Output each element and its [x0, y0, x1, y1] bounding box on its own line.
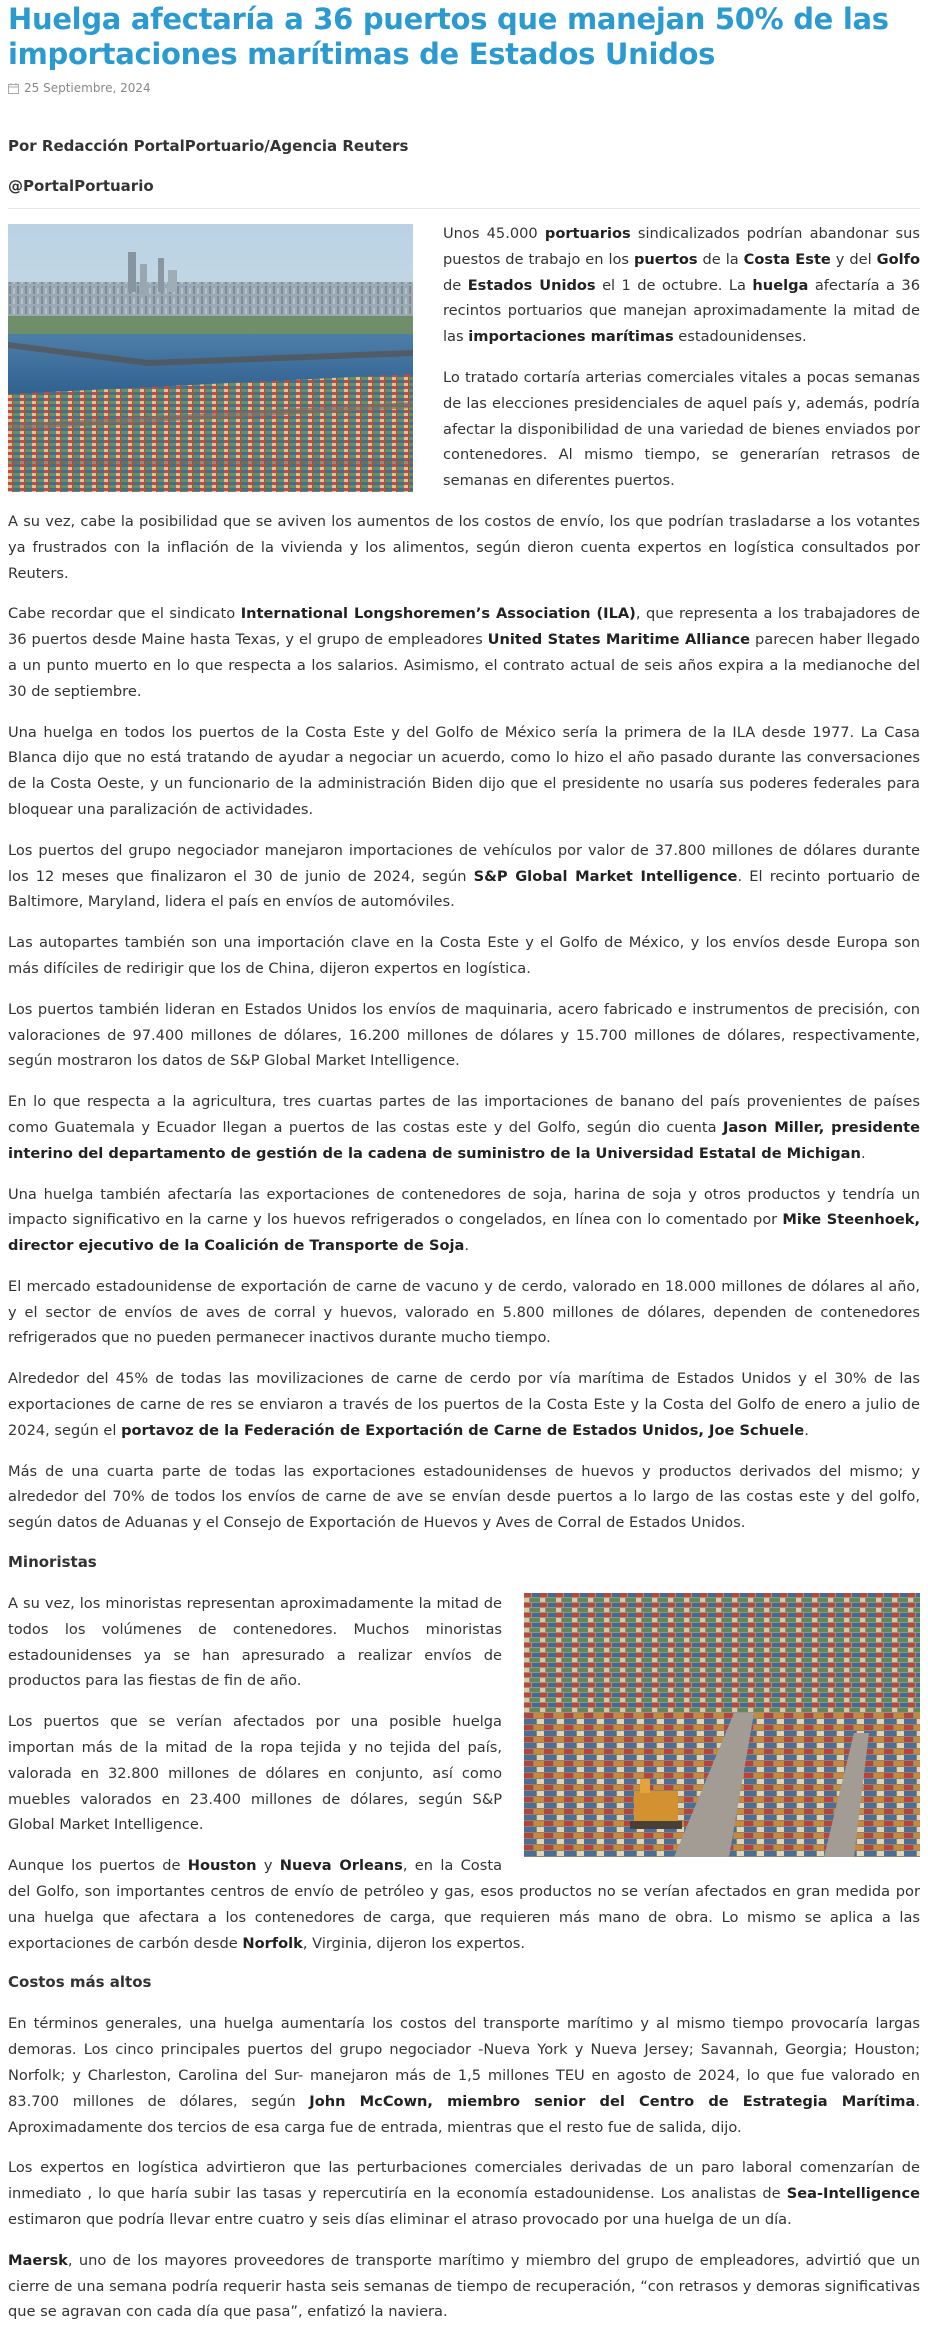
paragraph-5: Una huelga en todos los puertos de la Costa Este y del Golfo de México sería la primera de la ILA desde 1977. La Casa Blanca dijo que no está tratando de ayudar a negociar un acuerdo, como lo hizo el año pasado durante las conversaciones de la Costa Oeste, y un funcionario de la administración Biden dijo que el presidente no usaría sus poderes federales para bloquear una paralización de actividades.: [8, 723, 920, 818]
article-title: Huelga afectaría a 36 puertos que manejan 50% de las importaciones marítimas de Estados Unidos: [8, 2, 889, 71]
paragraph-3: A su vez, cabe la posibilidad que se aviven los aumentos de los costos de envío, los que podrían trasladarse a los votantes ya frustrados con la inflación de la vivienda y los alimentos, según dieron cuenta expertos en logística consultados por Reuters.: [8, 512, 920, 582]
paragraph-11: El mercado estadounidense de exportación de carne de vacuno y de cerdo, valorado en 18.000 millones de dólares al año, y el sector de envíos de aves de corral y huevos, valorado en 5.800 millones de dólares, dependen de contenedores refrigerados que no pueden permanecer inactivos durante mucho tiempo.: [8, 1277, 920, 1347]
paragraph-15: Los puertos que se verían afectados por una posible huelga importan más de la mitad de la ropa tejida y no tejida del país, valorada en 32.800 millones de dólares en conjunto, así como muebles valorados en 23.400 millones de dólares, según S&P Global Market Intelligence.: [8, 1713, 502, 1834]
section-heading-minoristas: Minoristas: [8, 1553, 97, 1572]
paragraph-6: Los puertos del grupo negociador manejaron importaciones de vehículos por valor de 37.800 millones de dólares durante los 12 meses que finalizaron el 30 de junio de 2024, según S&P Global Market Intelligence. El recinto portuario de Baltimore, Maryland, lidera el país en envíos de automóviles.: [8, 841, 920, 911]
paragraph-13: Más de una cuarta parte de todas las exportaciones estadounidenses de huevos y productos derivados del mismo; y alrededor del 70% de todos los envíos de carne de ave se envían desde puertos a lo largo de las costas este y del golfo, según datos de Aduanas y el Consejo de Exportación de Huevos y Aves de Corral de Estados Unidos.: [8, 1462, 920, 1532]
paragraph-14: A su vez, los minoristas representan aproximadamente la mitad de todos los volúmenes de contenedores. Muchos minoristas estadounidenses ya se han apresurado a realizar envíos de productos para las fiestas de fin de año.: [8, 1595, 502, 1690]
paragraph-17: En términos generales, una huelga aumentaría los costos del transporte marítimo y al mismo tiempo provocaría largas demoras. Los cinco principales puertos del grupo negociador -Nueva York y Nueva Jersey; Savannah, Georgia; Houston; Norfolk; y Charleston, Carolina del Sur- manejaron más de 1,5 millones TEU en agosto de 2024, lo que fue valorado en 83.700 millones de dólares, según John McCown, miembro senior del Centro de Estrategia Marítima. Aproximadamente dos tercios de esa carga fue de entrada, mientras que el resto fue de salida, dijo.: [8, 2015, 921, 2136]
date-text: 25 Septiembre, 2024: [24, 81, 151, 95]
paragraph-9: En lo que respecta a la agricultura, tres cuartas partes de las importaciones de banano del país provenientes de países como Guatemala y Ecuador llegan a puertos de las costas este y del Golfo, según dio cuenta Jason Miller, presidente interino del departamento de gestión de la cadena de suministro de la Universidad Estatal de Michigan.: [8, 1093, 920, 1162]
byline: Por Redacción PortalPortuario/Agencia Reuters: [8, 137, 409, 155]
paragraph-18: Los expertos en logística advirtieron que las perturbaciones comerciales derivadas de un paro laboral comenzarían de inmediato , lo que haría subir las tasas y repercutiría en la economía estadounidense. Los analistas de Sea-Intelligence estimaron que podría llevar entre cuatro y seis días eliminar el atraso provocado por una huelga de un día.: [8, 2159, 920, 2228]
article-date: [8, 80, 920, 96]
paragraph-7: Las autopartes también son una importación clave en la Costa Este y el Golfo de México, y los envíos desde Europa son más difíciles de redirigir que los de China, dijeron expertos en logística.: [8, 934, 920, 977]
container-yard-photo: [524, 1593, 920, 1857]
paragraph-2: Lo tratado cortaría arterias comerciales vitales a pocas semanas de las elecciones presidenciales de aquel país y, además, podría afectar la disponibilidad de una variedad de bienes enviados por contenedores. Al mismo tiempo, se generarían retrasos de semanas en diferentes puertos.: [443, 368, 920, 490]
paragraph-16: Aunque los puertos de Houston y Nueva Orleans, en la Costa del Golfo, son importantes centros de envío de petróleo y gas, esos productos no se verían afectados en gran medida por una huelga que afectara a los contenedores de carga, que requieren más mano de obra. Lo mismo se aplica a las exportaciones de carbón desde Norfolk, Virginia, dijeron los expertos.: [8, 1857, 920, 1952]
intro-section: [8, 221, 920, 509]
paragraph-8: Los puertos también lideran en Estados Unidos los envíos de maquinaria, acero fabricado e instrumentos de precisión, con valoraciones de 97.400 millones de dólares, 16.200 millones de dólares y 15.700 millones de dólares, respectivamente, según mostraron los datos de S&P Global Market Intelligence.: [8, 1000, 920, 1070]
paragraph-4: Cabe recordar que el sindicato International Longshoremen’s Association (ILA), que representa a los trabajadores de 36 puertos desde Maine hasta Texas, y el grupo de empleadores United States Maritime Alliance parecen haber llegado a un punto muerto en lo que respecta a los salarios. Asimismo, el contrato actual de seis años expira a la medianoche del 30 de septiembre.: [8, 605, 921, 700]
divider: [8, 208, 920, 209]
social-handle: @PortalPortuario: [8, 177, 154, 195]
paragraph-12: Alrededor del 45% de todas las movilizaciones de carne de cerdo por vía marítima de Estados Unidos y el 30% de las exportaciones de carne de res se enviaron a través de los puertos de la Costa Este y la Costa del Golfo de enero a julio de 2024, según el portavoz de la Federación de Exportación de Carne de Estados Unidos, Joe Schuele.: [8, 1370, 920, 1439]
section-heading-costos: Costos más altos: [8, 1973, 152, 1992]
paragraph-19: Maersk, uno de los mayores proveedores de transporte marítimo y miembro del grupo de empleadores, advirtió que un cierre de una semana podría requerir hasta seis semanas de tiempo de recuperación, “con retrasos y demoras significativas que se agravan con cada día que pasa”, enfatizó la naviera.: [8, 2251, 920, 2321]
paragraph-1: Unos 45.000 portuarios sindicalizados podrían abandonar sus puestos de trabajo en los puertos de la Costa Este y del Golfo de Estados Unidos el 1 de octubre. La huelga afectaría a 36 recintos portuarios que manejan aproximadamente la mitad de las importaciones marítimas estadounidenses.: [443, 225, 920, 346]
port-skyline-photo: [8, 224, 413, 492]
paragraph-10: Una huelga también afectaría las exportaciones de contenedores de soja, harina de soja y otros productos y tendría un impacto significativo en la carne y los huevos refrigerados o congelados, en línea con lo comentado por Mike Steenhoek, director ejecutivo de la Coalición de Transporte de Soja.: [8, 1185, 920, 1255]
calendar-icon: [8, 83, 19, 94]
